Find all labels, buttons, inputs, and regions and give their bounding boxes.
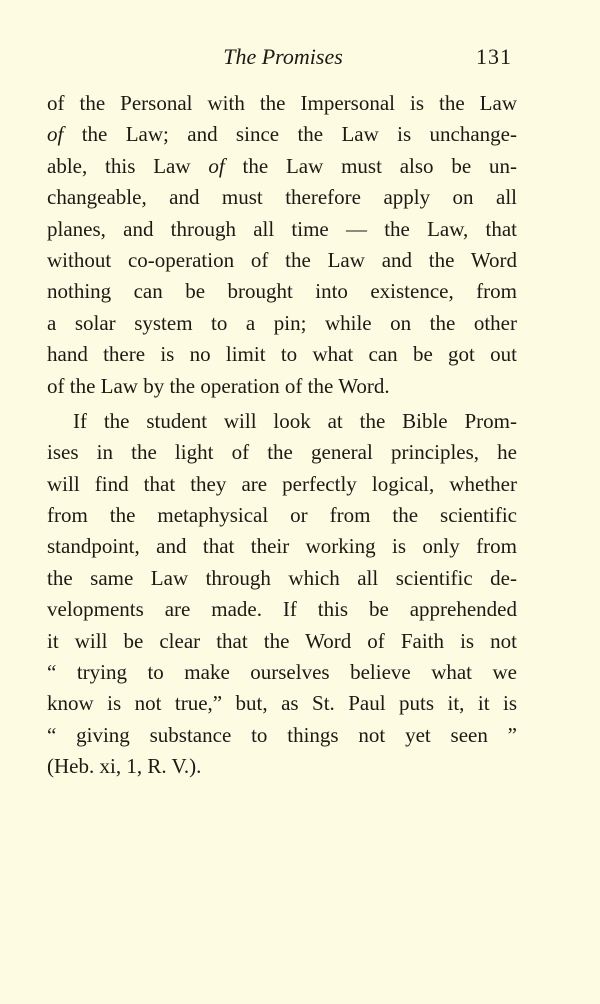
text-line bbox=[47, 151, 517, 182]
line-text: it will be clear that the Word of Faith is not bbox=[47, 628, 517, 653]
line-text: ises in the light of the general principles, he bbox=[47, 440, 517, 465]
line-text: “ giving substance to things not yet seen ” bbox=[47, 722, 517, 747]
text-line bbox=[47, 119, 517, 150]
line-text: of the Personal with the Impersonal is the Law bbox=[47, 91, 517, 115]
text-line bbox=[47, 214, 517, 245]
paragraph bbox=[47, 88, 517, 402]
line-text: planes, and through all time — the Law, that bbox=[47, 216, 517, 241]
text-line bbox=[47, 339, 517, 370]
line-text: changeable, and must therefore apply on all bbox=[47, 185, 517, 210]
text-line bbox=[47, 594, 517, 625]
line-text: able, this Law bbox=[47, 153, 209, 178]
text-line bbox=[47, 688, 517, 719]
text-line bbox=[47, 437, 517, 468]
line-text: the Law must also be un- bbox=[224, 153, 517, 178]
line-text: hand there is no limit to what can be got out bbox=[47, 342, 517, 367]
text-line bbox=[47, 657, 517, 688]
text-line bbox=[47, 751, 517, 782]
line-text: from the metaphysical or from the scientific bbox=[47, 503, 517, 528]
running-header-title: The Promises bbox=[223, 44, 343, 69]
text-line bbox=[47, 88, 517, 119]
line-text: “ trying to make ourselves believe what we bbox=[47, 660, 517, 685]
text-line bbox=[47, 626, 517, 657]
line-text: of the Law by the operation of the Word. bbox=[47, 373, 390, 398]
line-text: If the student will look at the Bible Prom- bbox=[73, 408, 517, 433]
line-text: velopments are made. If this be apprehended bbox=[47, 597, 517, 622]
text-line bbox=[47, 469, 517, 500]
paragraph bbox=[47, 406, 517, 783]
page-body bbox=[47, 88, 517, 783]
text-line bbox=[47, 308, 517, 339]
line-text: nothing can be brought into existence, from bbox=[47, 279, 517, 304]
line-text: know is not true,” but, as St. Paul puts it, it is bbox=[47, 691, 517, 716]
line-text: the same Law through which all scientific de- bbox=[47, 565, 517, 590]
text-line bbox=[47, 182, 517, 213]
line-text: will find that they are perfectly logical, whether bbox=[47, 471, 517, 496]
text-line bbox=[47, 720, 517, 751]
line-text: standpoint, and that their working is only from bbox=[47, 534, 517, 559]
line-text: the Law; and since the Law is unchange- bbox=[63, 122, 517, 147]
text-line bbox=[47, 276, 517, 307]
italic-word: of bbox=[208, 153, 225, 178]
text-line bbox=[47, 500, 517, 531]
text-line bbox=[47, 563, 517, 594]
text-line bbox=[47, 531, 517, 562]
italic-word: of bbox=[47, 122, 64, 147]
text-line bbox=[47, 245, 517, 276]
text-line bbox=[47, 371, 517, 402]
line-text: without co-operation of the Law and the Word bbox=[47, 247, 517, 272]
text-line bbox=[47, 406, 517, 437]
line-text: (Heb. xi, 1, R. V.). bbox=[47, 754, 202, 779]
page-number: 131 bbox=[476, 44, 512, 69]
line-text: a solar system to a pin; while on the other bbox=[47, 310, 517, 335]
